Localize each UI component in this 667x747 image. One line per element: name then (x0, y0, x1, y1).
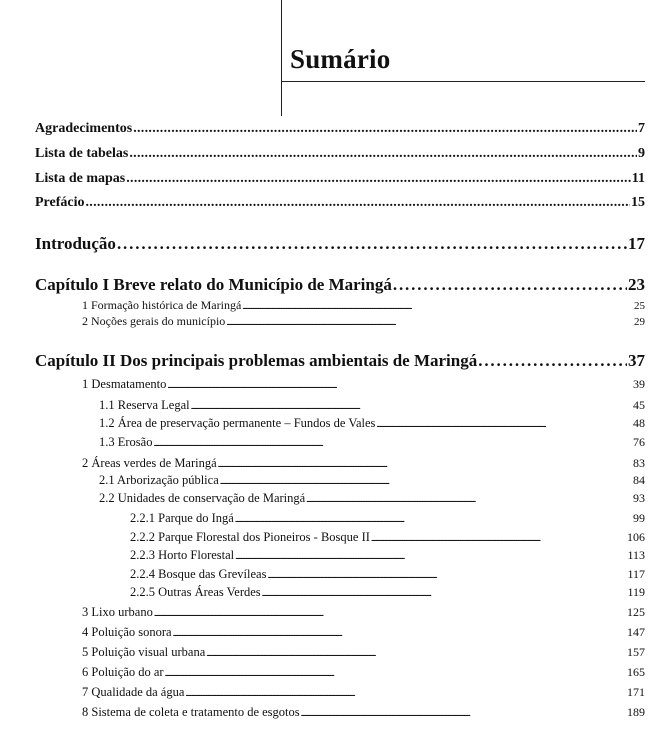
dot-leader (226, 317, 633, 327)
dot-leader (218, 459, 632, 469)
dot-leader (206, 648, 626, 658)
dot-leader (153, 438, 632, 448)
toc-entry-poluicao-sonora[interactable] (82, 625, 645, 640)
toc-entry-label: 8 Sistema de coleta e tratamento de esgotos (82, 705, 300, 719)
toc-entry-page: 37 (628, 351, 645, 370)
toc-entry-page: 147 (627, 625, 645, 639)
dot-leader (235, 514, 632, 524)
dot-leader (376, 419, 632, 429)
toc-entry-label: 2.2.2 Parque Florestal dos Pioneiros - Bosque II (130, 530, 370, 544)
toc-entry-parque-do-inga[interactable] (130, 511, 645, 526)
toc-entry-erosao[interactable] (99, 435, 645, 450)
toc-entry-label: 1 Desmatamento (82, 377, 167, 391)
toc-entry-label: Capítulo II Dos principais problemas ambientais de Maringá (35, 351, 478, 370)
toc-entry-page: 165 (627, 665, 645, 679)
toc-entry-arborizacao[interactable] (99, 473, 645, 488)
toc-entry-label: Agradecimentos (35, 121, 133, 136)
toc-entry-capitulo-2[interactable] (35, 351, 645, 371)
toc-entry-page: 45 (633, 398, 645, 412)
dot-leader (154, 608, 626, 618)
dot-leader (185, 688, 626, 698)
toc-entry-esgotos[interactable] (82, 705, 645, 720)
toc-entry-page: 117 (627, 567, 645, 581)
dot-leader (167, 380, 632, 390)
toc-entry-label: 2.2.1 Parque do Ingá (130, 511, 234, 525)
toc-entry-poluicao-visual[interactable] (82, 645, 645, 660)
toc-entry-page: 84 (633, 473, 645, 487)
dot-leader (191, 401, 632, 411)
toc-entry-page: 29 (634, 316, 645, 328)
toc-entry-page: 189 (627, 705, 645, 719)
toc-entry-page: 83 (633, 456, 645, 470)
toc-entry-horto-florestal[interactable] (130, 548, 645, 563)
toc-entry-label: 2 Áreas verdes de Maringá (82, 456, 217, 470)
toc-entry-label: 1.1 Reserva Legal (99, 398, 190, 412)
toc-entry-label: 4 Poluição sonora (82, 625, 172, 639)
toc-entry-page: 17 (628, 234, 645, 253)
dot-leader (117, 234, 627, 254)
toc-entry-areas-verdes[interactable] (82, 456, 645, 471)
toc-entry-page: 25 (634, 300, 645, 312)
dot-leader (262, 588, 627, 598)
dot-leader (301, 708, 626, 718)
toc-entry-label: 1.3 Erosão (99, 435, 153, 449)
toc-entry-page: 39 (633, 377, 645, 391)
toc-entry-label: 2.1 Arborização pública (99, 473, 219, 487)
toc-entry-page: 76 (633, 435, 645, 449)
dot-leader (165, 668, 626, 678)
toc-entry-introducao[interactable] (35, 234, 645, 254)
toc-entry-label: 5 Poluição visual urbana (82, 645, 206, 659)
toc-entry-lista-de-mapas[interactable] (35, 171, 645, 187)
toc-entry-page: 119 (627, 585, 645, 599)
toc-entry-label: 6 Poluição do ar (82, 665, 164, 679)
dot-leader (133, 121, 637, 137)
toc-entry-page: 9 (638, 146, 645, 161)
dot-leader (371, 533, 626, 543)
toc-entry-page: 93 (633, 491, 645, 505)
toc-entry-page: 11 (631, 171, 645, 186)
toc-entry-label: 7 Qualidade da água (82, 685, 185, 699)
toc-entry-area-preservacao[interactable] (99, 416, 645, 431)
toc-entry-label: Introdução (35, 234, 116, 253)
toc-entry-parque-florestal[interactable] (130, 530, 645, 545)
dot-leader (267, 570, 626, 580)
toc-entry-label: Lista de mapas (35, 171, 126, 186)
toc-entry-label: Lista de tabelas (35, 146, 129, 161)
toc-entry-label: 2 Noções gerais do município (82, 314, 226, 328)
dot-leader (86, 195, 631, 211)
dot-leader (173, 628, 626, 638)
dot-leader (220, 476, 632, 486)
toc-entry-page: 125 (627, 605, 645, 619)
toc-entry-page: 106 (627, 530, 645, 544)
toc-entry-cap1-1[interactable] (82, 298, 645, 313)
toc-entry-unidades-conservacao[interactable] (99, 491, 645, 506)
toc-entry-label: 2.2 Unidades de conservação de Maringá (99, 491, 306, 505)
dot-leader (306, 494, 632, 504)
toc-entry-page: 48 (633, 416, 645, 430)
toc-entry-label: 2.2.4 Bosque das Grevíleas (130, 567, 267, 581)
toc-entry-label: Prefácio (35, 195, 85, 210)
toc-entry-label: 3 Lixo urbano (82, 605, 153, 619)
page-title: Sumário (290, 44, 391, 74)
toc-entry-cap1-2[interactable] (82, 314, 645, 329)
toc-entry-lista-de-tabelas[interactable] (35, 146, 645, 162)
toc-entry-label: 2.2.5 Outras Áreas Verdes (130, 585, 261, 599)
toc-entry-label: 1.2 Área de preservação permanente – Fundos de Vales (99, 416, 376, 430)
toc-entry-qualidade-agua[interactable] (82, 685, 645, 700)
dot-leader (129, 146, 637, 162)
toc-entry-desmatamento[interactable] (82, 377, 645, 392)
toc-entry-page: 113 (627, 548, 645, 562)
dot-leader (126, 171, 631, 187)
toc-entry-label: 1 Formação histórica de Maringá (82, 298, 242, 312)
dot-leader (235, 551, 626, 561)
toc-entry-page: 171 (627, 685, 645, 699)
toc-entry-capitulo-1[interactable] (35, 275, 645, 295)
toc-entry-page: 157 (627, 645, 645, 659)
toc-entry-label: Capítulo I Breve relato do Município de Maringá (35, 275, 392, 294)
dot-leader (242, 301, 633, 311)
dot-leader (393, 275, 627, 295)
toc-entry-reserva-legal[interactable] (99, 398, 645, 413)
toc-entry-prefacio[interactable] (35, 195, 645, 211)
toc-entry-bosque-greviIeas[interactable] (130, 567, 645, 582)
toc-entry-label: 2.2.3 Horto Florestal (130, 548, 235, 562)
toc-entry-page: 99 (633, 511, 645, 525)
dot-leader (478, 351, 627, 371)
toc-entry-lixo-urbano[interactable] (82, 605, 645, 620)
toc-entry-poluicao-ar[interactable] (82, 665, 645, 680)
toc-entry-page: 7 (638, 121, 645, 136)
toc-entry-agradecimentos[interactable] (35, 121, 645, 137)
toc-entry-page: 23 (628, 275, 645, 294)
toc-entry-page: 15 (631, 195, 645, 210)
toc-entry-outras-areas-verdes[interactable] (130, 585, 645, 600)
